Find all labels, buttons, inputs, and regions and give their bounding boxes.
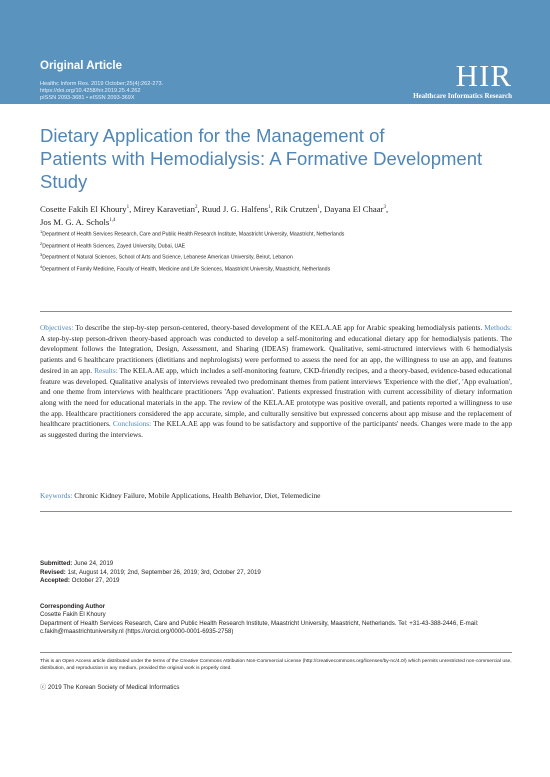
author-name: Ruud J. G. Halfens [201, 203, 269, 214]
objectives-heading: Objectives: [40, 323, 74, 332]
date-label: Revised: [40, 568, 66, 576]
affiliation-marker: 3 [383, 205, 386, 210]
affiliation-marker: 1 [126, 205, 130, 210]
journal-logo: HIR [455, 58, 512, 93]
affiliation-item [40, 240, 515, 252]
corresponding-author-name: Cosette Fakih El Khoury [40, 611, 106, 619]
title-line: Patients with Hemodialysis: A Formative Development [40, 148, 483, 169]
affiliation-marker: 2 [194, 205, 198, 210]
affiliation-item [40, 251, 515, 263]
section-divider [40, 511, 512, 512]
author-name: Mirey Karavetian [133, 203, 195, 214]
affiliation-list [40, 228, 515, 274]
affiliation-number: 2 [40, 240, 43, 246]
results-text: The KELA.AE app, which includes a self-monitoring feature, CKD-friendly recipes, and a theory-based, evidence-based educational feature was developed. Qualitative analysis of interviews revealed two predominant themes from patient interviews 'Experience with the diet', 'App evaluation', and one theme from interviews with healthcare practitioners 'App evaluation'. Patients expressed frustration with current accessibility of dietary information along with the need for educational materials in the app. The review of the KELA.AE prototype was positive overall, and patients reported a willingness to use the app. Healthcare practitioners considered the app accurate, simple, and culturally sensitive but expressed concerns about app misuse and the replacement of healthcare practitioners. [40, 365, 512, 429]
methods-text: A step-by-step person-driven theory-based approach was conducted to develop a self-monitoring and educational dietary app for hemodialysis patients. The development follows the Integration, Design, Assessment, and Sharing (IDEAS) framework. Qualitative, semi-structured interviews with 6 hemodialysis patients and 6 healthcare practitioners (dietitians and nephrologists) were performed to assess the need for an app, the willingness to use an app, and features desired in an app. [40, 333, 512, 375]
author-name: Cosette Fakih El Khoury [40, 203, 127, 214]
date-label: Submitted: [40, 560, 73, 567]
affiliation-number: 4 [40, 263, 43, 269]
affiliation-marker: 1 [268, 205, 271, 210]
title-line: Study [40, 171, 88, 192]
date-label: Accepted: [40, 577, 70, 585]
corresponding-author-details: Department of Health Services Research, Care and Public Health Research Institute, Maastricht University, Maastricht, Netherlands. Tel: +31-43-388-2446, E-mail: c.fakih@maastrichtuniversity.nl (https://orcid.org/0000-0001-6935-2758) [40, 619, 479, 636]
affiliation-text: Department of Natural Sciences, School of Arts and Science, Lebanese American University, Beirut, Lebanon [42, 254, 293, 261]
article-history [40, 560, 261, 586]
copyright-notice: ⓒ 2019 The Korean Society of Medical Informatics [40, 684, 180, 691]
affiliation-text: Department of Health Sciences, Zayed University, Dubai, UAE [42, 243, 186, 250]
submitted-date [40, 560, 261, 569]
affiliation-text: Department of Family Medicine, Faculty of Health, Medicine and Life Sciences, Maastricht University, Maastricht, Netherlands [42, 266, 331, 273]
conclusions-text: The KELA.AE app was found to be satisfactory and supportive of the participants' needs. Changes were made to the app as suggested during the interviews. [40, 419, 512, 440]
article-title [40, 124, 510, 193]
section-divider [40, 311, 512, 312]
author-name: Jos M. G. A. Schols [40, 217, 110, 228]
abstract [40, 323, 512, 441]
objectives-text: To describe the step-by-step person-centered, theory-based development of the KELA.AE app for Arabic speaking hemodialysis patients. [73, 323, 483, 332]
corresponding-author-heading: Corresponding Author [40, 603, 106, 610]
section-divider [40, 652, 512, 653]
citation-line: Healthc Inform Res. 2019 October;25(4):262-273. [40, 81, 164, 87]
article-type-label: Original Article [40, 60, 123, 72]
keywords [40, 491, 512, 500]
license-notice: This is an Open Access article distributed under the terms of the Creative Commons Attribution Non-Commercial License (http://creativecommons.org/licenses/by-nc/4.0/) which permits unrestricted non-commercial use, distribution, and reproduction in any medium, provided the original work is properly cited. [40, 659, 512, 672]
keywords-text: Chronic Kidney Failure, Mobile Applications, Health Behavior, Diet, Telemedicine [72, 491, 321, 500]
date-value: October 27, 2019 [69, 577, 120, 585]
corresponding-author [40, 603, 512, 637]
journal-name: Healthcare Informatics Research [413, 92, 512, 100]
doi-link[interactable]: https://doi.org/10.4258/hir.2019.25.4.262 [40, 88, 141, 94]
affiliation-number: 3 [40, 252, 43, 258]
keywords-heading: Keywords: [40, 491, 73, 500]
results-heading: Results: [94, 365, 118, 375]
date-value: June 24, 2019 [72, 560, 114, 567]
title-line: Dietary Application for the Management of [40, 125, 385, 146]
affiliation-marker: 1 [317, 205, 320, 210]
author-name: Rik Crutzen [275, 203, 318, 214]
affiliation-item [40, 228, 515, 240]
revised-dates [40, 569, 261, 578]
conclusions-heading: Conclusions: [112, 419, 152, 429]
methods-heading: Methods: [484, 323, 512, 332]
affiliation-text: Department of Health Services Research, Care and Public Health Research Institute, Maastricht University, Maastricht, Netherlands [42, 231, 345, 238]
author-name: Dayana El Chaar [324, 203, 384, 214]
affiliation-item [40, 263, 515, 275]
author-list: Cosette Fakih El Khoury$^1$, Mirey Karavetian$^2$, Ruud J. G. Halfens$^1$, Rik Crutzen$^1$, Dayana El Chaar$^3$, Jos M. G. A. Schols$^{1,4}$ [40, 203, 389, 228]
affiliation-number: 1 [40, 229, 43, 234]
affiliation-marker: 1,4 [109, 218, 116, 224]
date-value: 1st, August 14, 2019; 2nd, September 26, 2019; 3rd, October 27, 2019 [65, 568, 261, 576]
accepted-date [40, 577, 261, 586]
issn-line: pISSN 2093-3681 • eISSN 2093-369X [40, 95, 135, 101]
